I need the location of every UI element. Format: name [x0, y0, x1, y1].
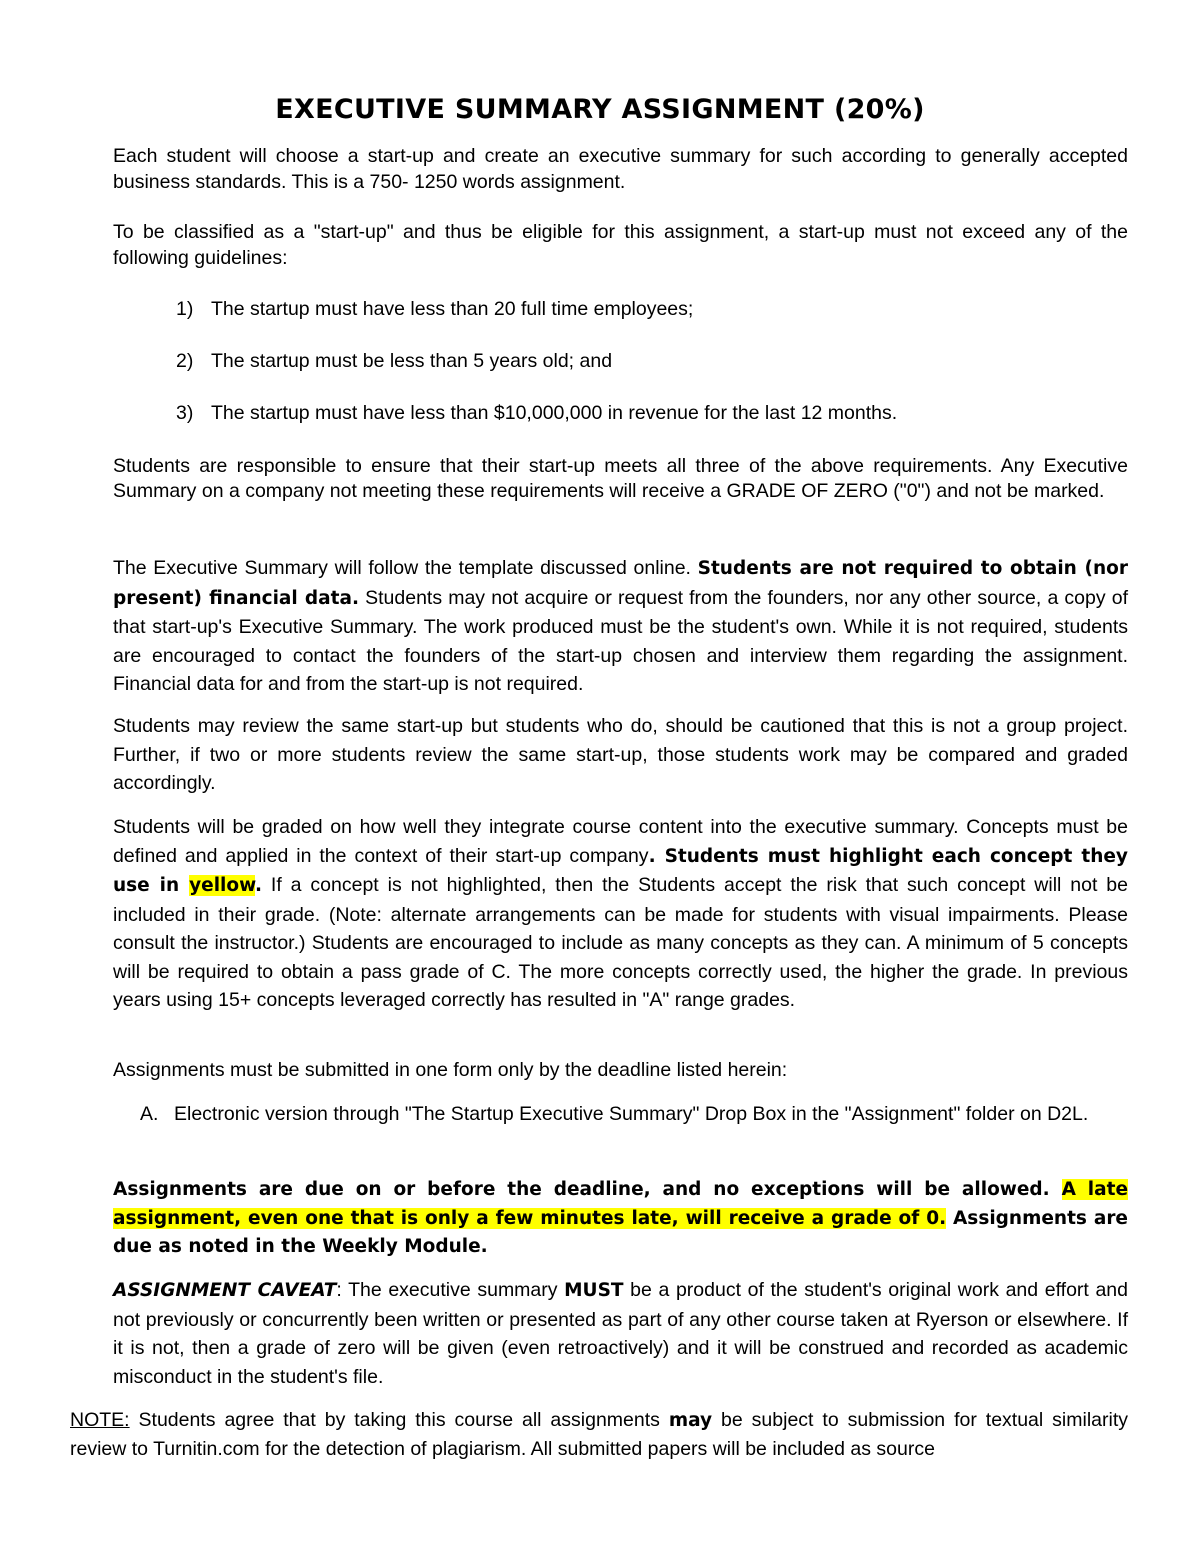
responsibility-paragraph: Students are responsible to ensure that their start-up meets all three of the above requirements. Any Executive Summary on a company not meeting these requirements will receive a GRADE OF ZERO ("0") and not be marked.: [113, 455, 1128, 502]
eligibility-paragraph: To be classified as a "start-up" and thus be eligible for this assignment, a start-up must not exceed any of the following guidelines:: [113, 221, 1128, 269]
grading-paragraph: Students will be graded on how well they integrate course content into the executive summary. Concepts must be defined and applied in the context of their start-up company. Students must highlight each concept they use in yellow. If a concept is not highlighted, then the Students accept the risk that such concept will not be included in their grade. (Note: alternate arrangements can be made for students with visual impairments. Please consult the instructor.) Students are encouraged to include as many concepts as they can. A minimum of 5 concepts will be required to obtain a pass grade of C. The more concepts correctly used, the higher the grade. In previous years using 15+ concepts leveraged correctly has resulted in "A" range grades.: [113, 816, 1128, 1011]
caveat-label: ASSIGNMENT CAVEAT: [113, 1280, 337, 1301]
note-label: NOTE:: [70, 1409, 130, 1431]
list-number: 2): [176, 350, 194, 372]
financial-data-note: Students are not required to obtain (nor present) financial data.: [113, 558, 1128, 609]
intro-paragraph: Each student will choose a start-up and create an executive summary for such according to generally accepted business standards. This is a 750- 1250 words assignment.: [113, 145, 1128, 193]
list-letter: A.: [140, 1103, 159, 1125]
submission-paragraph: Assignments must be submitted in one form only by the deadline listed herein:: [113, 1059, 788, 1081]
list-number: 3): [176, 402, 194, 424]
list-text: The startup must have less than 20 full time employees;: [211, 298, 694, 320]
yellow-highlight: yellow: [189, 875, 255, 896]
page-title: EXECUTIVE SUMMARY ASSIGNMENT (20%): [275, 94, 925, 125]
caveat-paragraph: ASSIGNMENT CAVEAT: The executive summary MUST be a product of the student's original work and effort and not previously or concurrently been written or presented as part of any other course taken at Ryerson or elsewhere. If it is not, then a grade of zero will be given (even retroactively) and it will be construed and recorded as academic misconduct in the student's file.: [113, 1279, 1128, 1388]
list-text: The startup must have less than $10,000,000 in revenue for the last 12 months.: [211, 402, 898, 424]
list-number: 1): [176, 298, 194, 320]
due-paragraph: Assignments are due on or before the deadline, and no exceptions will be allowed. A late assignment, even one that is only a few minutes late, will receive a grade of 0. Assignments are due as noted in the Weekly Module.: [113, 1179, 1128, 1257]
same-startup-paragraph: Students may review the same start-up but students who do, should be cautioned that this is not a group project. Further, if two or more students review the same start-up, those students work may be compared and graded accordingly.: [113, 715, 1128, 794]
list-text: The startup must be less than 5 years old; and: [211, 350, 613, 372]
list-text: Electronic version through "The Startup Executive Summary" Drop Box in the "Assignment" folder on D2L.: [174, 1103, 1089, 1125]
late-warning-highlight: A late assignment, even one that is only a few minutes late, will receive a grade of 0.: [113, 1179, 1128, 1229]
note-paragraph: NOTE: Students agree that by taking this course all assignments may be subject to submission for textual similarity review to Turnitin.com for the detection of plagiarism. All submitted papers will be included as source: [70, 1409, 1128, 1460]
template-paragraph: The Executive Summary will follow the template discussed online. Students are not required to obtain (nor present) financial data. Students may not acquire or request from the founders, nor any other source, a copy of that start-up's Executive Summary. The work produced must be the student's own. While it is not required, students are encouraged to contact the founders of the start-up chosen and interview them regarding the assignment. Financial data for and from the start-up is not required.: [113, 557, 1128, 695]
